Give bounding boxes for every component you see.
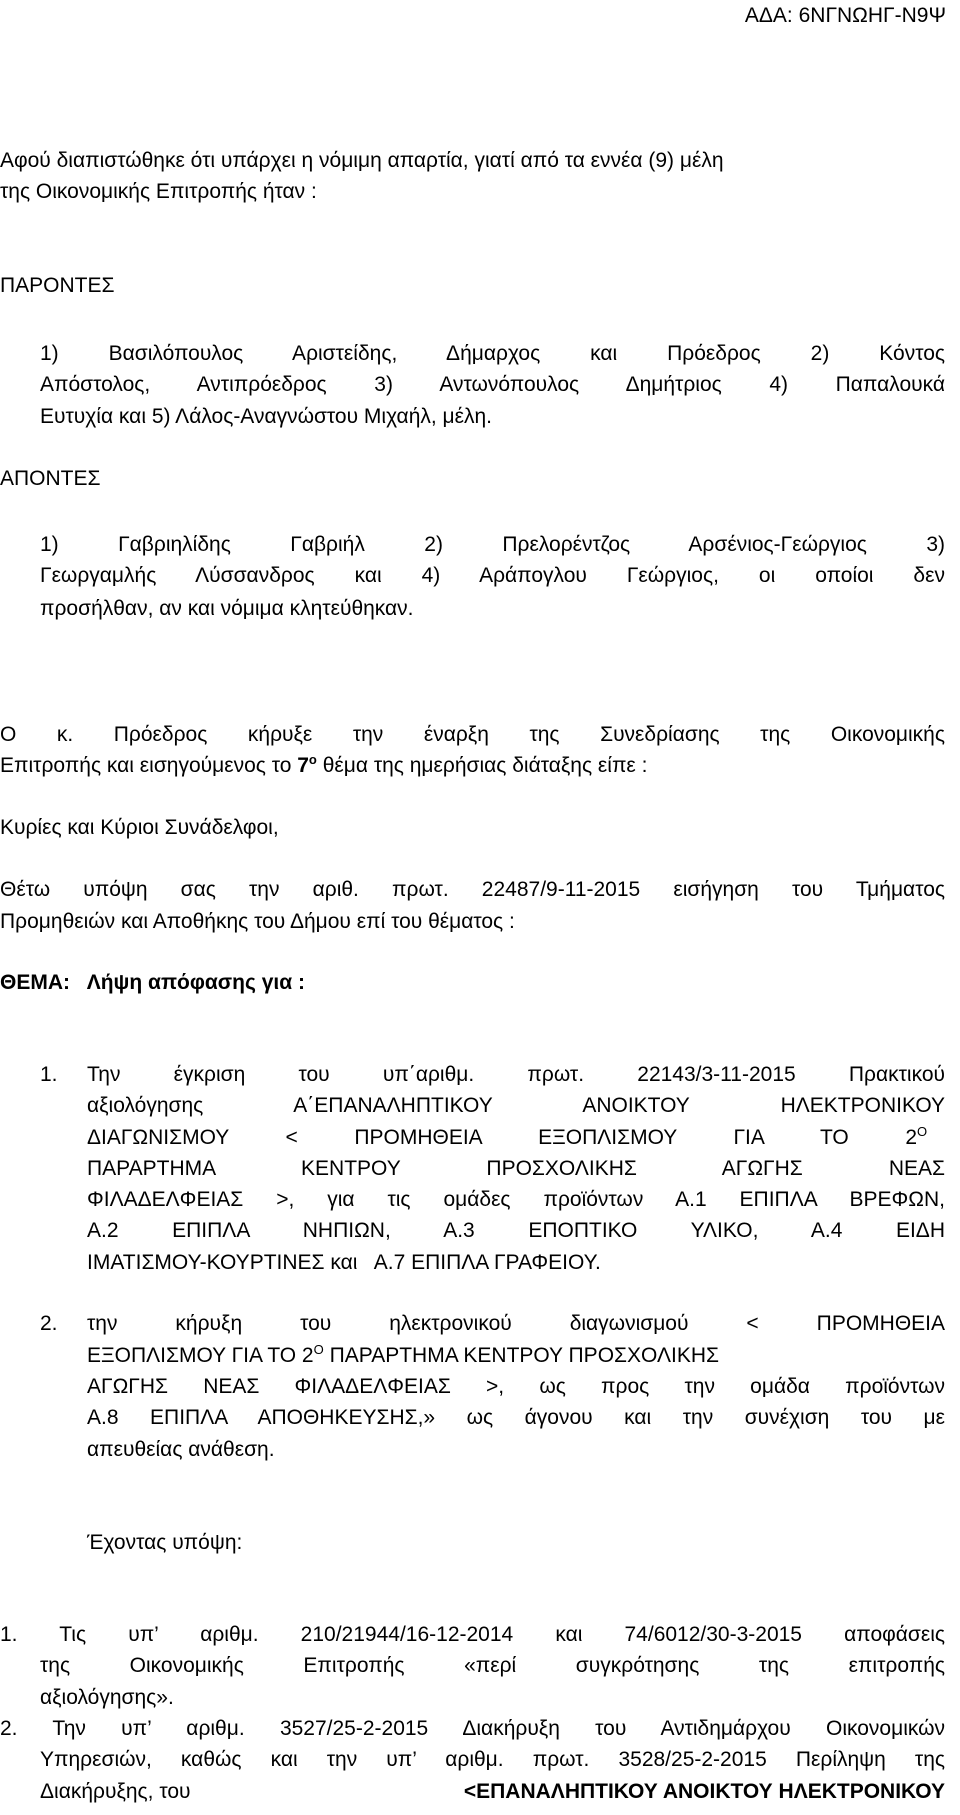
item-2-line-5: απευθείας ανάθεση. [87,1438,275,1461]
item-1-line-2: αξιολόγησης Α΄ΕΠΑΝΑΛΗΠΤΙΚΟΥ ΑΝΟΙΚΤΟΥ ΗΛΕΚΤΡΟΝΙΚΟΥ [87,1094,945,1117]
item-2-line-1: την κήρυξη του ηλεκτρονικού διαγωνισμού < ΠΡΟΜΗΘΕΙΑ [87,1312,945,1335]
proposal-line-1: Θέτω υπόψη σας την αριθ. πρωτ. 22487/9-11-2015 εισήγηση του Τμήματος [0,878,945,901]
item-1-line-3: ΔΙΑΓΩΝΙΣΜΟΥ < ΠΡΟΜΗΘΕΙΑ ΕΞΟΠΛΙΣΜΟΥ ΓΙΑ ΤΟ $2^O$ [87,1124,928,1149]
subject-heading: ΘΕΜΑ: Λήψη απόφασης για : [0,971,305,994]
item-2-number: 2. [40,1312,58,1335]
item-1-number: 1. [40,1063,58,1086]
absent-heading: ΑΠΟΝΤΕΣ [0,467,101,490]
absent-line-2: Γεωργαμλής Λύσσανδρος και 4) Αράπογλου Γεώργιος, οι οποίοι δεν [40,564,945,587]
proposal-line-2: Προμηθειών και Αποθήκης του Δήμου επί του θέματος : [0,910,515,933]
intro-line-1: Αφού διαπιστώθηκε ότι υπάρχει η νόμιμη απαρτία, γιατί από τα εννέα (9) μέλη [0,149,724,172]
opening-line-1: Ο κ. Πρόεδρος κήρυξε την έναρξη της Συνεδρίασης της Οικονομικής [0,723,945,746]
ref-2-line-3: Διακήρυξης, του <ΕΠΑΝΑΛΗΠΤΙΚΟΥ ΑΝΟΙΚΤΟΥ ΗΛΕΚΤΡΟΝΙΚΟΥ [40,1780,945,1803]
intro-line-2: της Οικονομικής Επιτροπής ήταν : [0,180,317,203]
ref-2-line-2: Υπηρεσιών, καθώς και την υπ’ αριθμ. πρωτ. 3528/25-2-2015 Περίληψη της [40,1748,945,1771]
salutation: Κυρίες και Κύριοι Συνάδελφοι, [0,816,279,839]
item-2-line-3: ΑΓΩΓΗΣ ΝΕΑΣ ΦΙΛΑΔΕΛΦΕΙΑΣ >, ως προς την ομάδα προϊόντων [87,1375,945,1398]
item-1-line-7: ΙΜΑΤΙΣΜΟΥ-ΚΟΥΡΤΙΝΕΣ και Α.7 ΕΠΙΠΛΑ ΓΡΑΦΕΙΟΥ. [87,1251,601,1274]
absent-line-1: 1) Γαβριηλίδης Γαβριήλ 2) Πρελορέντζος Αρσένιος-Γεώργιος 3) [40,533,945,556]
ref-1-line-3: αξιολόγησης». [40,1686,174,1709]
item-1-line-6: Α.2 ΕΠΙΠΛΑ ΝΗΠΙΩΝ, Α.3 ΕΠΟΠΤΙΚΟ ΥΛΙΚΟ, Α.4 ΕΙΔΗ [87,1219,945,1242]
item-2-line-4: Α.8 ΕΠΙΠΛΑ ΑΠΟΘΗΚΕΥΣΗΣ,» ως άγονου και την συνέχιση του με [87,1406,945,1429]
ref-1-line-1: 1. Τις υπ’ αριθμ. 210/21944/16-12-2014 και 74/6012/30-3-2015 αποφάσεις [0,1623,945,1646]
item-1-line-1: Την έγκριση του υπ΄αριθμ. πρωτ. 22143/3-11-2015 Πρακτικού [87,1063,945,1086]
ref-2-line-1: 2. Την υπ’ αριθμ. 3527/25-2-2015 Διακήρυξη του Αντιδημάρχου Οικονομικών [0,1717,945,1740]
present-line-1: 1) Βασιλόπουλος Αριστείδης, Δήμαρχος και Πρόεδρος 2) Κόντος [40,342,945,365]
considering-heading: Έχοντας υπόψη: [87,1531,243,1554]
present-heading: ΠΑΡΟΝΤΕΣ [0,274,115,297]
opening-line-2: Επιτροπής και εισηγούμενος το $7^o$ θέμα της ημερήσιας διάταξης είπε : [0,752,648,777]
present-line-3: Ευτυχία και 5) Λάλος-Αναγνώστου Μιχαήλ, μέλη. [40,405,493,428]
item-1-line-5: ΦΙΛΑΔΕΛΦΕΙΑΣ >, για τις ομάδες προϊόντων Α.1 ΕΠΙΠΛΑ ΒΡΕΦΩΝ, [87,1188,945,1211]
item-2-line-2: ΕΞΟΠΛΙΣΜΟΥ ΓΙΑ ΤΟ $2^O$ ΠΑΡΑΡΤΗΜΑ ΚΕΝΤΡΟΥ ΠΡΟΣΧΟΛΙΚΗΣ [87,1342,719,1367]
ada-code: ΑΔΑ: 6ΝΓΝΩΗΓ-Ν9Ψ [744,4,946,27]
item-1-line-4: ΠΑΡΑΡΤΗΜΑ ΚΕΝΤΡΟΥ ΠΡΟΣΧΟΛΙΚΗΣ ΑΓΩΓΗΣ ΝΕΑΣ [87,1157,945,1180]
ref-1-line-2: της Οικονομικής Επιτροπής «περί συγκρότησης της επιτροπής [40,1654,945,1677]
absent-line-3: προσήλθαν, αν και νόμιμα κλητεύθηκαν. [40,597,414,620]
present-line-2: Απόστολος, Αντιπρόεδρος 3) Αντωνόπουλος Δημήτριος 4) Παπαλουκά [40,373,945,396]
